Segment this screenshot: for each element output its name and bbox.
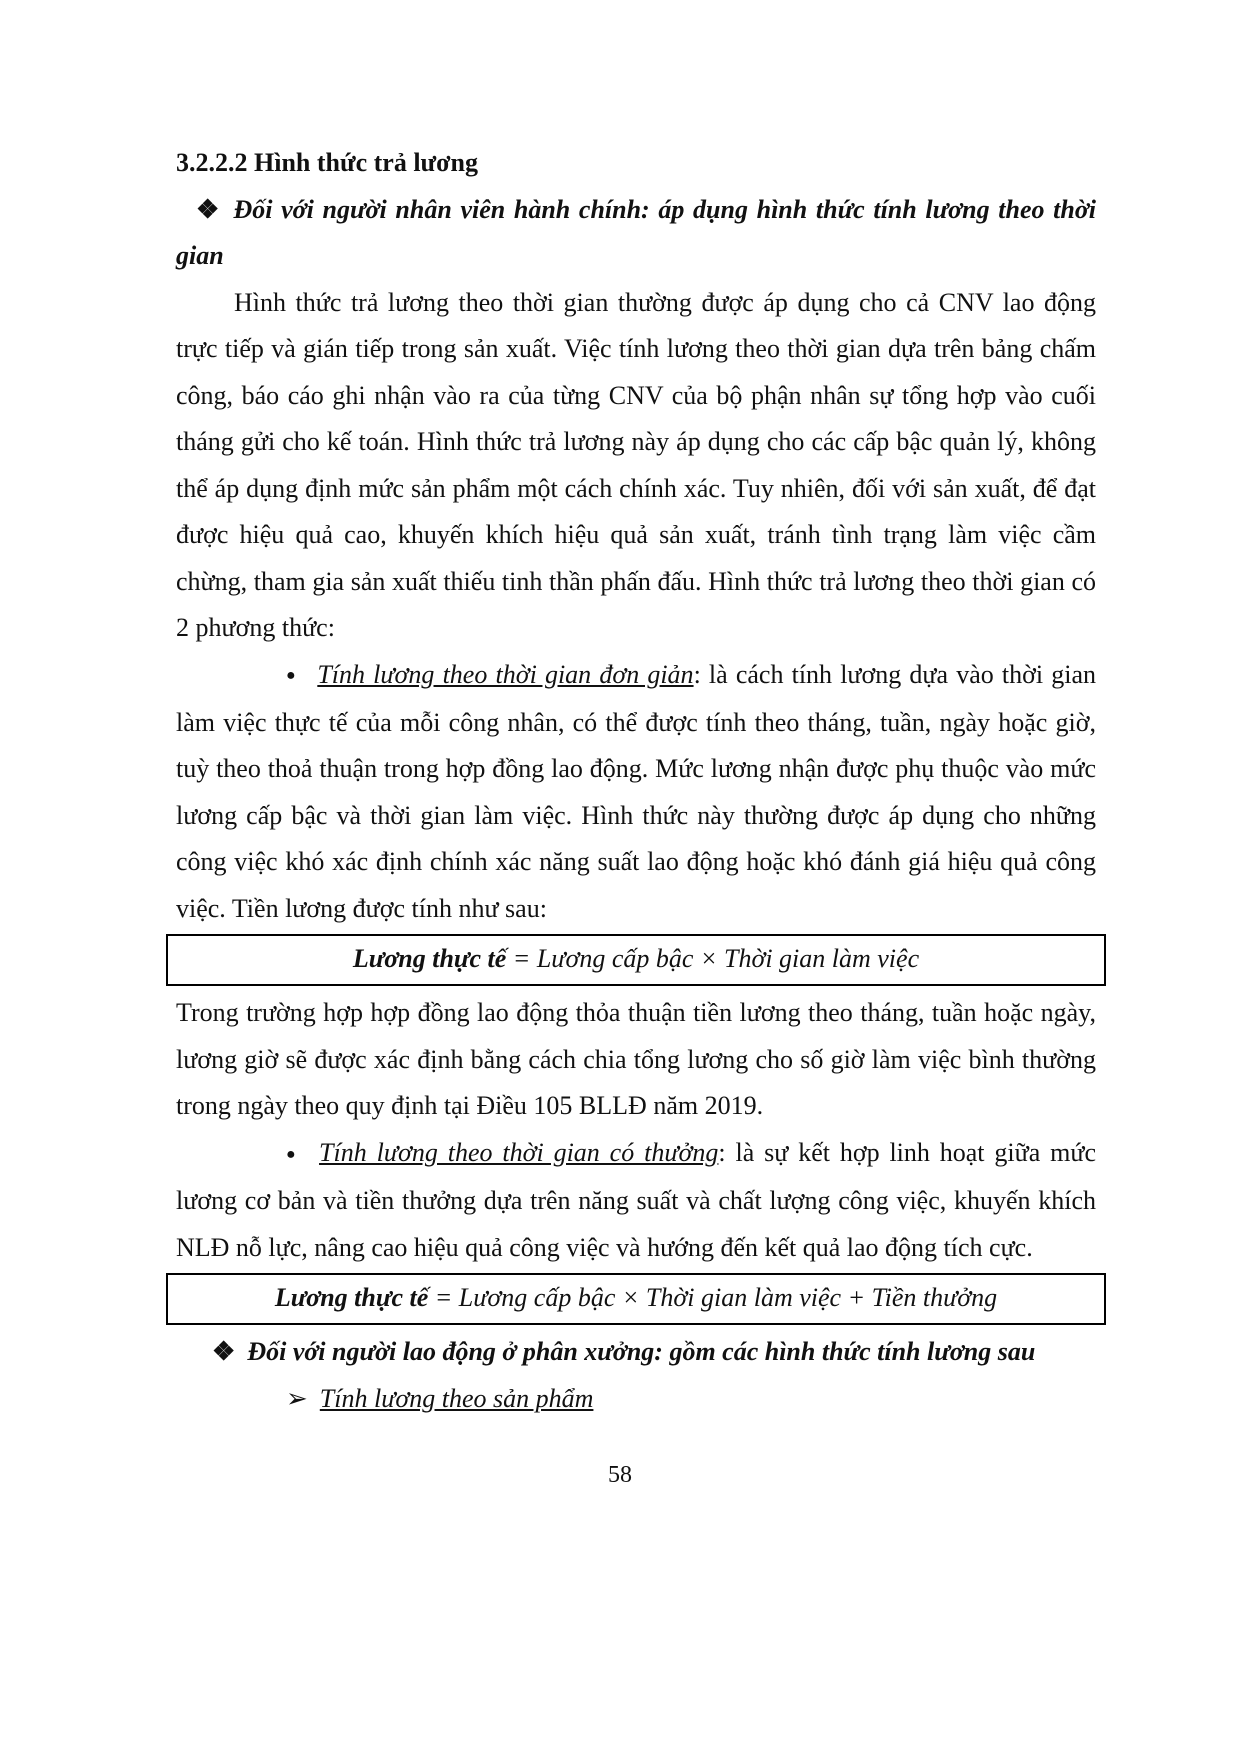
method-simple-text: : là cách tính lương dựa vào thời gian làm việc thực tế của mỗi công nhân, có thể được tính theo tháng, tuần, ngày hoặc giờ, tuỳ theo thoả thuận trong hợp đồng lao động. Mức lương nhận được phụ thuộc vào mức lương cấp bậc và thời gian làm việc. Hình thức này thường được áp dụng cho những công việc khó xác định chính xác năng suất lao động hoặc khó đánh giá hiệu quả công việc. Tiền lương được tính như sau: xyxy=(176,659,1096,923)
page-number: 58 xyxy=(608,1462,632,1488)
admin-section-title: Đối với người nhân viên hành chính: áp dụng hình thức tính lương theo thời gian xyxy=(176,194,1097,270)
workshop-section-title: Đối với người lao động ở phân xưởng: gồm các hình thức tính lương sau xyxy=(247,1337,1036,1367)
section-heading: 3.2.2.2 Hình thức trả lương xyxy=(176,148,479,177)
method-bonus-paragraph xyxy=(176,1130,1096,1271)
arrow-bullet-icon: ➢ xyxy=(286,1383,308,1413)
workshop-section-heading xyxy=(176,1329,1096,1376)
diamond-bullet-icon: ❖ xyxy=(212,1337,236,1367)
method-simple-paragraph xyxy=(176,652,1096,933)
admin-section-heading xyxy=(176,187,1096,280)
formula-2-rhs: = Lương cấp bậc × Thời gian làm việc + Tiền thưởng xyxy=(428,1283,998,1313)
method-bonus-text: : là sự kết hợp linh hoạt giữa mức lương cơ bản và tiền thưởng dựa trên năng suất và chất lượng công việc, khuyến khích NLĐ nỗ lực, nâng cao hiệu quả công việc và hướng đến kết quả lao động tích cực. xyxy=(176,1137,1096,1262)
round-bullet-icon: ● xyxy=(286,1145,300,1163)
product-item-label: Tính lương theo sản phẩm xyxy=(319,1383,594,1413)
method-simple-term: Tính lương theo thời gian đơn giản xyxy=(317,659,694,689)
after-formula-paragraph: Trong trường hợp hợp đồng lao động thỏa thuận tiền lương theo tháng, tuần hoặc ngày, lương giờ sẽ được xác định bằng cách chia tổng lương cho số giờ làm việc bình thường trong ngày theo quy định tại Điều 105 BLLĐ năm 2019. xyxy=(176,998,1096,1121)
formula-box-2 xyxy=(166,1273,1106,1325)
product-item xyxy=(176,1376,1096,1423)
formula-2-lhs: Lương thực tế xyxy=(274,1283,429,1313)
formula-1-lhs: Lương thực tế xyxy=(352,944,507,974)
diamond-bullet-icon: ❖ xyxy=(196,194,222,224)
document-page xyxy=(176,140,1096,1422)
intro-paragraph: Hình thức trả lương theo thời gian thường được áp dụng cho cả CNV lao động trực tiếp và gián tiếp trong sản xuất. Việc tính lương theo thời gian dựa trên bảng chấm công, báo cáo ghi nhận vào ra của từng CNV của bộ phận nhân sự tổng hợp vào cuối tháng gửi cho kế toán. Hình thức trả lương này áp dụng cho các cấp bậc quản lý, không thể áp dụng định mức sản phẩm một cách chính xác. Tuy nhiên, đối với sản xuất, để đạt được hiệu quả cao, khuyến khích hiệu quả sản xuất, tránh tình trạng làm việc cầm chừng, tham gia sản xuất thiếu tinh thần phấn đấu. Hình thức trả lương theo thời gian có 2 phương thức: xyxy=(176,287,1096,642)
method-bonus-term: Tính lương theo thời gian có thưởng xyxy=(319,1137,719,1167)
formula-box-1 xyxy=(166,934,1106,986)
formula-1-rhs: = Lương cấp bậc × Thời gian làm việc xyxy=(506,944,920,974)
round-bullet-icon: ● xyxy=(286,667,298,685)
